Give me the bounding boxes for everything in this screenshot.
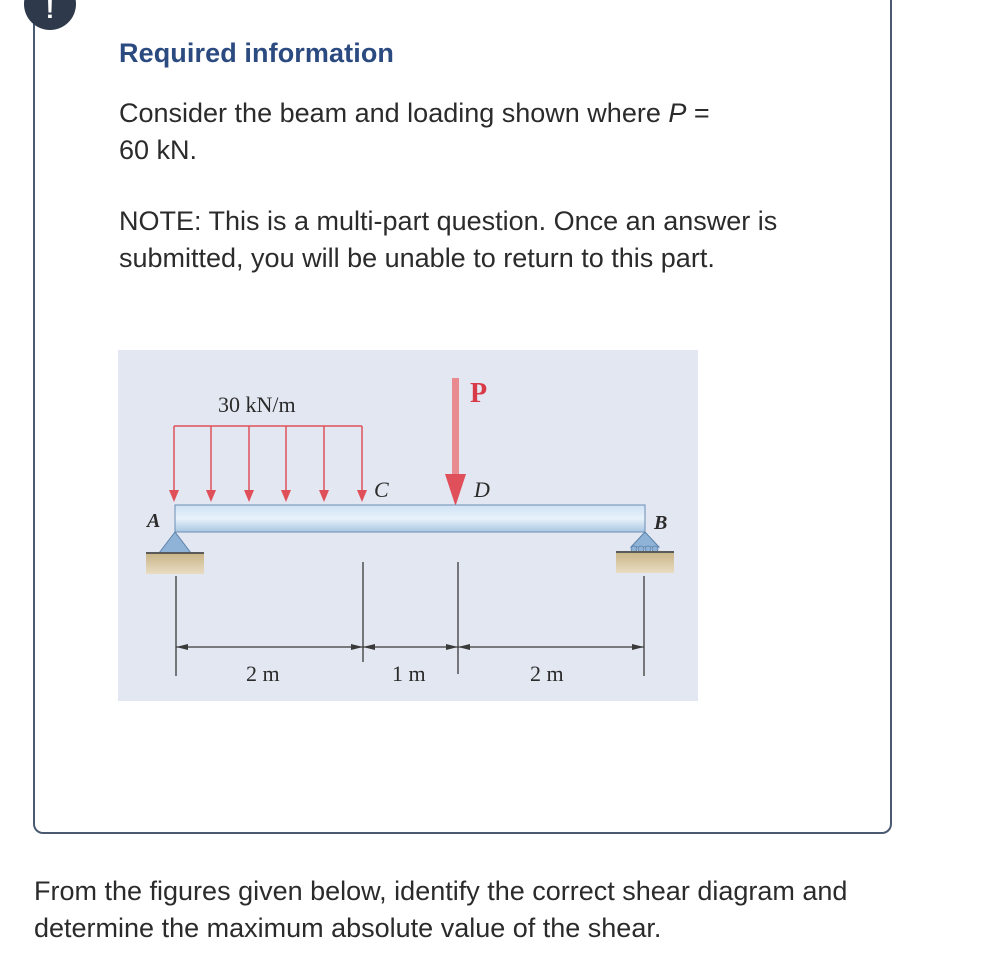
multi-part-note: NOTE: This is a multi-part question. Once an answer is submitted, you will be unable to return to this part.	[119, 206, 778, 273]
problem-intro: Consider the beam and loading shown where	[119, 98, 669, 128]
point-load-arrow	[445, 378, 466, 506]
point-b-label: B	[654, 512, 668, 534]
beam-figure	[118, 350, 698, 701]
variable-p: P	[668, 98, 687, 128]
load-value: 60 kN.	[119, 135, 198, 165]
distributed-load	[169, 426, 367, 502]
dimension-db-label: 2 m	[530, 661, 564, 686]
required-information-title: Required information	[119, 38, 395, 68]
point-load-label: P	[470, 378, 488, 409]
roller-support-b	[616, 532, 674, 573]
point-a-label: A	[147, 510, 161, 532]
dimension-cd-label: 1 m	[392, 661, 426, 686]
equals-sign: =	[686, 98, 710, 128]
beam	[175, 505, 645, 532]
alert-icon: !	[24, 0, 76, 30]
distributed-load-label: 30 kN/m	[218, 392, 296, 417]
question-text: From the figures given below, identify the correct shear diagram and determine the maximum absolute value of the shear.	[34, 876, 848, 943]
pin-support-a	[146, 532, 204, 574]
point-c-label: C	[374, 477, 389, 502]
problem-statement	[119, 95, 839, 169]
beam-diagram	[118, 350, 698, 701]
dimension-ac-label: 2 m	[246, 661, 280, 686]
dimension-lines	[176, 562, 644, 676]
point-d-label: D	[474, 477, 490, 502]
